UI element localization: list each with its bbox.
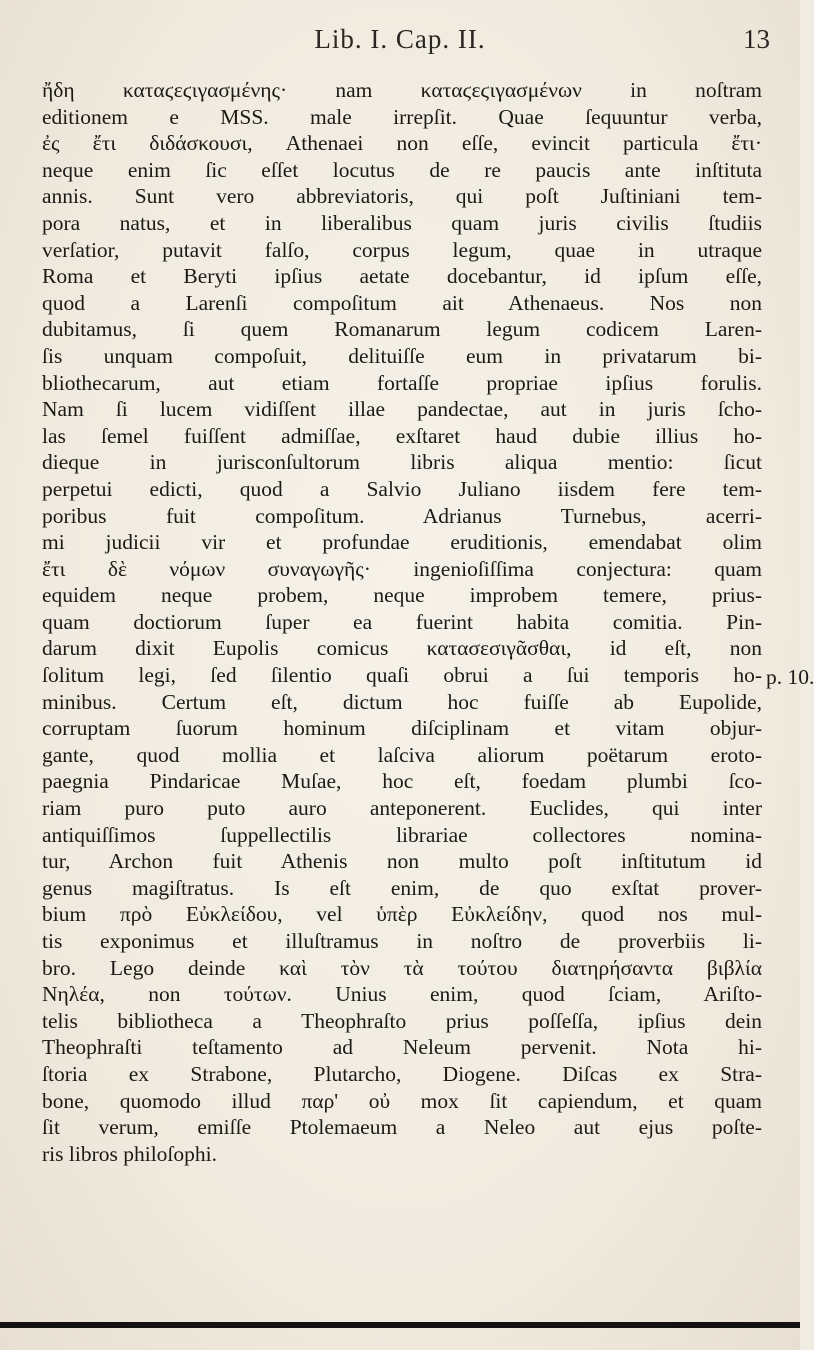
text-line: quam doctiorum ſuper ea fuerint habita comitia. Pin- xyxy=(42,609,762,634)
text-line-last: ris libros philoſophi. xyxy=(42,1141,217,1166)
text-line: telis bibliotheca a Theophraſto prius poſſeſſa, ipſius dein xyxy=(42,1008,762,1033)
text-line: darum dixit Eupolis comicus κατασεσιγᾶσθαι, id eſt, non xyxy=(42,636,762,661)
text-line: genus magiſtratus. Is eſt enim, de quo exſtat prover- xyxy=(42,875,762,900)
text-line: ἤδη καταϛεϛιγασμένης· nam καταϛεϛιγασμένων in noſtram xyxy=(42,78,762,102)
text-line: bliothecarum, aut etiam fortaſſe propriae ipſius forulis. xyxy=(42,370,762,395)
text-line: annis. Sunt vero abbreviatoris, qui poſt Juſtiniani tem- xyxy=(42,184,762,209)
margin-page-reference: p. 10. xyxy=(766,665,814,689)
bottom-rule xyxy=(0,1322,800,1328)
text-line: bro. Lego deinde καὶ τὸν τὰ τούτου διατηρήσαντα βιβλία xyxy=(42,955,762,980)
text-line: minibus. Certum eſt, dictum hoc fuiſſe ab Eupolide, xyxy=(42,689,762,714)
text-line: Νηλέα, non τούτων. Unius enim, quod ſciam, Ariſto- xyxy=(42,982,762,1007)
text-line: ſolitum legi, ſed ſilentio quaſi obrui a ſui temporis ho- xyxy=(42,663,762,688)
text-line: tis exponimus et illuſtramus in noſtro de proverbiis li- xyxy=(42,929,762,953)
text-line: poribus fuit compoſitum. Adrianus Turnebus, acerri- xyxy=(42,503,762,528)
text-line: ἐς ἔτι διδάσκουσι, Athenaei non eſſe, evincit particula ἔτι· xyxy=(42,131,762,156)
text-line: las ſemel fuiſſent admiſſae, exſtaret haud dubie illius ho- xyxy=(42,423,762,448)
text-line: verſatior, putavit falſo, corpus legum, quae in utraque xyxy=(42,237,762,262)
text-line: Nam ſi lucem vidiſſent illae pandectae, aut in juris ſcho- xyxy=(42,397,762,422)
text-line: corruptam ſuorum hominum diſciplinam et vitam objur- xyxy=(42,716,762,741)
text-line: neque enim ſic eſſet locutus de re paucis ante inſtituta xyxy=(42,157,762,182)
text-line: ſis unquam compoſuit, delituiſſe eum in privatarum bi- xyxy=(42,343,762,368)
text-line: mi judicii vir et profundae eruditionis, emendabat olim xyxy=(42,530,762,555)
text-line: quod a Larenſi compoſitum ait Athenaeus. Nos non xyxy=(42,290,762,315)
text-line: gante, quod mollia et laſciva aliorum poëtarum eroto- xyxy=(42,742,762,767)
running-head: Lib. I. Cap. II. xyxy=(314,24,486,54)
page-number: 13 xyxy=(743,24,770,54)
text-line: pora natus, et in liberalibus quam juris civilis ſtudiis xyxy=(42,210,762,235)
text-line: bone, quomodo illud παρ' οὐ mox ſit capiendum, et quam xyxy=(42,1088,762,1113)
text-line: ſtoria ex Strabone, Plutarcho, Diogene. Diſcas ex Stra- xyxy=(42,1061,762,1086)
text-line: ἔτι δὲ νόμων συναγωγῆς· ingenioſiſſima conjectura: quam xyxy=(42,556,762,581)
page-header xyxy=(0,24,800,64)
text-line: equidem neque probem, neque improbem temere, prius- xyxy=(42,583,762,608)
text-line: Roma et Beryti ipſius aetate docebantur, id ipſum eſſe, xyxy=(42,264,762,289)
text-line: ſit verum, emiſſe Ptolemaeum a Neleo aut ejus poſte- xyxy=(42,1115,762,1140)
text-line: riam puro puto auro anteponerent. Euclides, qui inter xyxy=(42,796,762,821)
text-line: perpetui edicti, quod a Salvio Juliano iisdem fere tem- xyxy=(42,476,762,501)
text-line: antiquiſſimos ſuppellectilis librariae collectores nomina- xyxy=(42,822,762,847)
text-line: dubitamus, ſi quem Romanarum legum codicem Laren- xyxy=(42,317,762,342)
text-line: paegnia Pindaricae Muſae, hoc eſt, foedam plumbi ſco- xyxy=(42,769,762,794)
text-line: tur, Archon fuit Athenis non multo poſt inſtitutum id xyxy=(42,849,762,874)
text-line: Theophraſti teſtamento ad Neleum pervenit. Nota hi- xyxy=(42,1035,762,1060)
text-line: dieque in jurisconſultorum libris aliqua mentio: ſicut xyxy=(42,450,762,475)
text-line: editionem e MSS. male irrepſit. Quae ſequuntur verba, xyxy=(42,104,762,129)
text-line: bium πρὸ Εὐκλείδου, vel ὑπὲρ Εὐκλείδην, quod nos mul- xyxy=(42,902,762,927)
body-text xyxy=(42,77,762,1167)
